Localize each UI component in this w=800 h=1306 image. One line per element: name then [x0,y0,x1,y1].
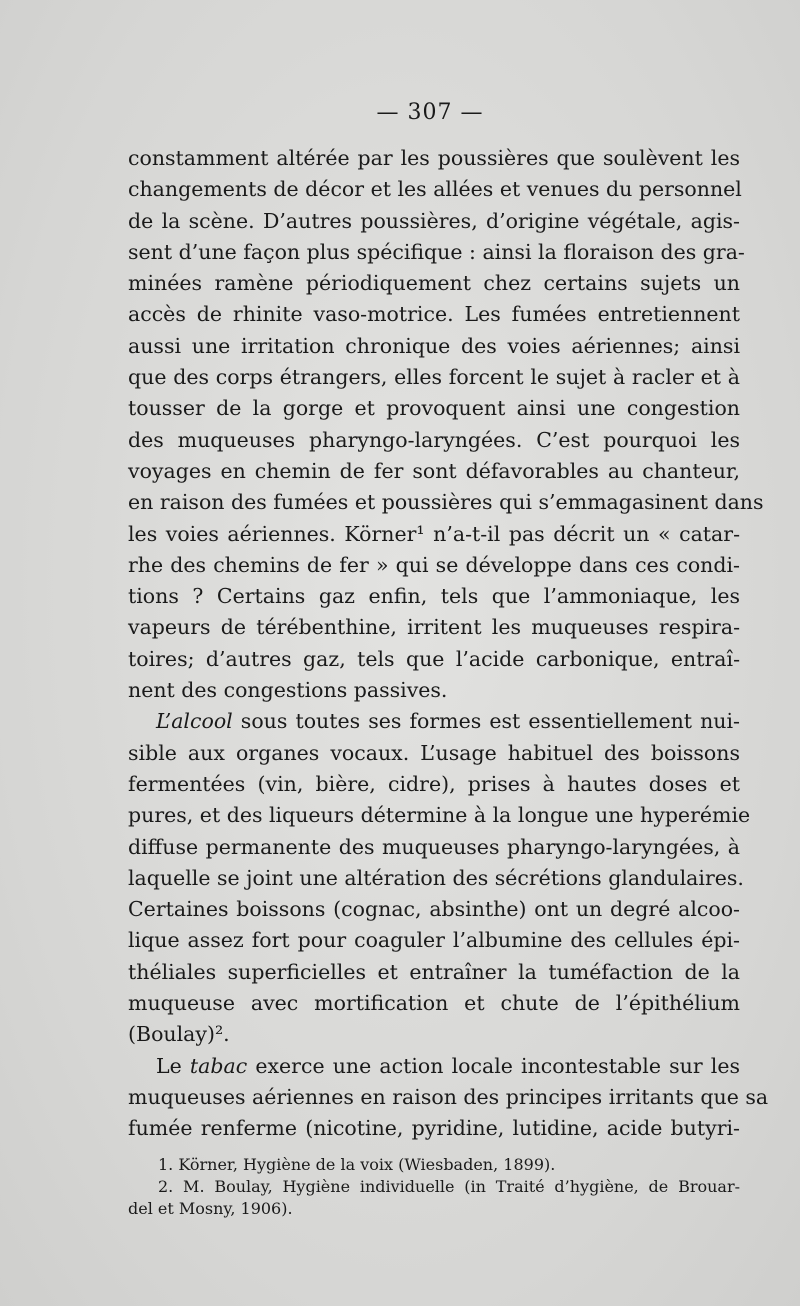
footnote-2: 2. M. Boulay, Hygiène individuelle (in Traité d’hygiène, de Brouar- [158,1177,740,1196]
text-line: muqueuse avec mortification et chute de l’épithélium [128,991,740,1016]
text-line: muqueuses aériennes en raison des principes irritants que sa [128,1084,769,1109]
text-line: sible aux organes vocaux. L’usage habituel des boissons [128,740,740,765]
text-line: Certaines boissons (cognac, absinthe) ont un degré alcoo- [128,897,740,922]
text-line: en raison des fumées et poussières qui s’emmagasinent dans [128,490,764,515]
text-line: constamment altérée par les poussières que soulèvent les [128,146,740,170]
text-line-rest: exerce une action locale incontestable sur les [255,1053,740,1078]
text-line: les voies aériennes. Körner¹ n’a-t-il pas décrit un « catar- [128,521,740,546]
page-number: — 307 — [376,100,484,125]
text-line: tions ? Certains gaz enfin, tels que l’ammoniaque, les [128,584,740,609]
text-line: aussi une irritation chronique des voies aériennes; ainsi [128,333,740,358]
text-line: théliales superficielles et entraîner la tuméfaction de la [128,959,740,984]
alcool-lead: L’alcool [156,709,233,734]
text-line: (Boulay)². [128,1022,230,1047]
text-line: pures, et des liqueurs détermine à la longue une hyperémie [128,803,751,828]
text-line: diffuse permanente des muqueuses pharyngo-laryngées, à [128,834,740,859]
text-line: sent d’une façon plus spécifique : ainsi la floraison des gra- [128,239,745,264]
text-line: des muqueuses pharyngo-laryngées. C’est pourquoi les [128,427,740,452]
text-line: fumée renferme (nicotine, pyridine, lutidine, acide butyri- [128,1116,740,1141]
text-line: voyages en chemin de fer sont défavorables au chanteur, [128,458,740,483]
text-line: tousser de la gorge et provoquent ainsi une congestion [128,396,740,421]
footnote-2-continued: del et Mosny, 1906). [128,1199,293,1218]
text-line: vapeurs de térébenthine, irritent les muqueuses respira- [128,615,740,640]
text-line: accès de rhinite vaso-motrice. Les fumées entretiennent [128,302,740,327]
text-line: minées ramène périodiquement chez certains sujets un [128,271,740,296]
paragraph-alcool-first-line [128,706,740,737]
text-line: que des corps étrangers, elles forcent le sujet à racler et à [128,365,740,390]
text-line: laquelle se joint une altération des sécrétions glandulaires. [128,865,744,890]
body-text [128,143,769,1145]
paragraph-tabac-first-line: Le tabac exerce une action locale incontestable sur les [156,1053,740,1078]
text-line-rest: sous toutes ses formes est essentiellement nui- [240,709,740,734]
footnotes [128,1154,740,1220]
text-line: lique assez fort pour coaguler l’albumine des cellules épi- [128,928,740,953]
text-line: changements de décor et les allées et venues du personnel [128,177,742,202]
text-line: fermentées (vin, bière, cidre), prises à hautes doses et [128,771,740,796]
footnote-1: 1. Körner, Hygiène de la voix (Wiesbaden, 1899). [158,1155,556,1174]
text-line: toires; d’autres gaz, tels que l’acide carbonique, entraî- [128,646,740,671]
text-line: nent des congestions passives. [128,678,448,703]
text-line: rhe des chemins de fer » qui se développe dans ces condi- [128,552,740,577]
tabac-lead: tabac [189,1053,248,1078]
text-line: de la scène. D’autres poussières, d’origine végétale, agis- [128,208,740,233]
